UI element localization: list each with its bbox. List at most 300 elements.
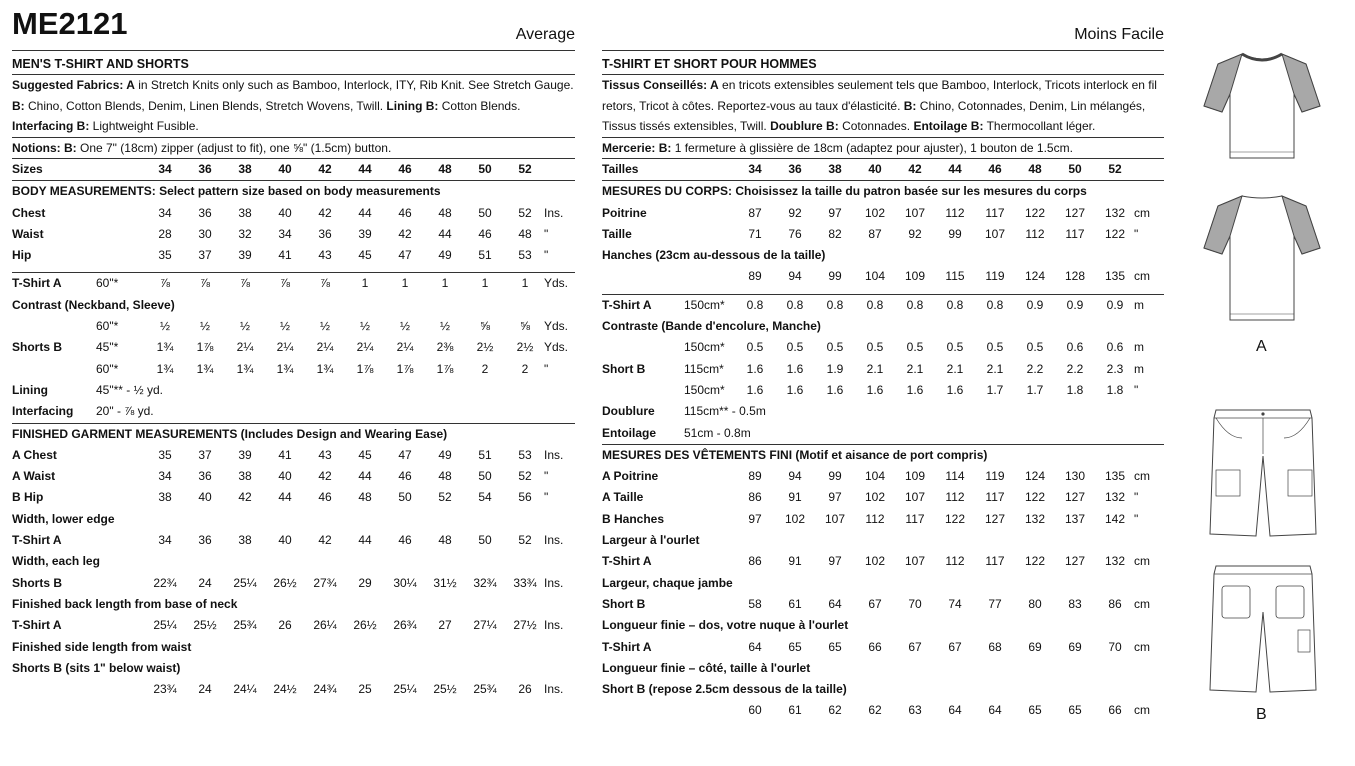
value-cell: 87 [748,205,762,220]
finished-measurements [12,445,575,701]
value-cell: 97 [828,554,842,569]
body-heading-fr: MESURES DU CORPS: Choisissez la taille du patron basée sur les mesures du corps [602,184,1087,199]
text-run: One 7" (18cm) zipper (adjust to fit), one ⅝" (1.5cm) button. [76,140,392,155]
value-cell: 68 [988,639,1002,654]
value-cell: 2 [481,361,489,376]
row-label: A Chest [12,447,57,462]
size-cell: 42 [908,162,922,176]
value-cell: 102 [864,554,886,569]
table-row [602,423,1164,444]
value-cell: 32¾ [473,575,497,590]
value-cell: 38 [158,490,172,505]
value-cell: 92 [788,205,802,220]
sizes-row-fr [602,159,1164,180]
row-label: Interfacing [12,404,74,419]
value-cell: 48 [438,533,452,548]
row-label: Largeur à l'ourlet [602,533,700,548]
difficulty-level: Average [515,26,575,43]
table-row [602,316,1164,337]
row-label: B Hip [12,490,44,505]
value-cell: 0.6 [1066,340,1084,355]
value-cell: 132 [1024,511,1046,526]
value-cell: 44 [358,469,372,484]
value-cell: 26 [278,618,292,633]
value-cell: 74 [948,596,962,611]
table-row [12,445,575,466]
value-cell: 117 [985,554,1005,569]
value-cell: 104 [864,469,886,484]
value-cell: 0.8 [986,297,1004,312]
size-cell: 52 [518,162,532,176]
value-cell: 22¾ [153,575,177,590]
bold-term: Doublure B: [770,119,839,133]
row-label: B Hanches [602,511,665,526]
value-cell: 2¼ [356,340,374,355]
value-cell: 0.9 [1066,297,1084,312]
bold-term: B: [903,98,917,113]
value-cell: 86 [748,554,762,569]
value-cell: 1¾ [316,361,334,376]
unit-label: Ins. [544,447,564,462]
shorts-front-illustration [1208,404,1318,539]
value-cell: 83 [1068,596,1082,611]
value-cell: 97 [828,490,842,505]
value-cell: 51 [478,447,492,462]
value-cell: 135 [1104,269,1126,284]
value-cell: 65 [1028,703,1042,718]
value-cell: 115 [945,269,965,284]
value-cell: 34 [158,469,172,484]
value-cell: 0.8 [746,297,764,312]
table-row [12,530,575,551]
table-row [12,224,575,245]
value-cell: 0.5 [946,340,964,355]
value-cell: 0.5 [986,340,1004,355]
value-cell: ½ [319,319,331,334]
tshirt-front-illustration [1202,50,1322,160]
value-cell: 122 [1024,205,1046,220]
value-cell: 38 [238,469,252,484]
value-cell: 1⅞ [396,361,414,376]
row-label: Shorts B [12,340,63,355]
value-cell: 58 [748,596,762,611]
value-cell: 1.8 [1066,382,1084,397]
value-cell: 52 [518,533,532,548]
value-cell: 2¼ [396,340,414,355]
value-cell: 1⅞ [196,340,214,355]
value-cell: 64 [988,703,1002,718]
row-label: A Poitrine [602,469,659,484]
value-cell: 127 [984,511,1006,526]
value-cell: 112 [945,205,965,220]
unit-label: " [1134,382,1139,397]
text-run: Cotton Blends. [438,98,521,113]
value-cell: 127 [1064,554,1086,569]
row-label: Waist [12,226,44,241]
table-row [602,295,1164,316]
value-cell: 2⅜ [436,340,454,355]
value-cell: ½ [199,319,211,334]
finished-heading-fr: MESURES DES VÊTEMENTS FINI (Motif et aisance de port compris) [602,447,988,462]
value-cell: 107 [904,205,926,220]
value-cell: 69 [1068,639,1082,654]
sizes-label: Sizes [12,162,43,176]
table-row [602,615,1164,636]
unit-label: m [1134,340,1144,355]
value-cell: 0.5 [906,340,924,355]
table-row [12,273,575,294]
value-cell: 130 [1064,469,1086,484]
value-cell: 42 [318,533,332,548]
value-cell: 2.1 [906,361,924,376]
row-label: Hip [12,248,32,263]
fabric-width: 45"* [96,340,119,355]
value-cell: 122 [1024,554,1046,569]
table-row [12,594,575,615]
value-cell: 44 [278,490,292,505]
value-cell: 35 [158,248,172,263]
value-cell: 64 [948,703,962,718]
value-cell: 25¼ [153,618,177,633]
table-row [602,266,1164,287]
value-cell: 127 [1064,205,1086,220]
value-cell: 2.1 [986,361,1004,376]
value-cell: 25 [358,682,372,697]
value-cell: 1⅞ [356,361,374,376]
table-row [602,700,1164,721]
value-cell: 2½ [476,340,494,355]
fabric-width: 150cm* [684,297,725,312]
unit-label: cm [1134,554,1150,569]
value-cell: 52 [518,205,532,220]
value-cell: 24 [198,682,212,697]
text-run: Thermocollant léger. [983,119,1096,133]
value-cell: 112 [945,554,965,569]
row-label: T-Shirt A [602,297,652,312]
value-cell: 37 [198,447,212,462]
table-row [602,658,1164,679]
value-cell: 70 [1108,639,1122,654]
value-cell: 0.8 [946,297,964,312]
value-cell: 44 [358,205,372,220]
sizes-row [12,159,575,180]
value-cell: 91 [788,490,802,505]
value-cell: 1.6 [826,382,844,397]
value-cell: 1.6 [866,382,884,397]
value-cell: 1.6 [786,382,804,397]
sizes-label: Tailles [602,162,639,176]
row-label: T-Shirt A [602,554,652,569]
value-cell: 102 [784,511,806,526]
value-cell: 1⅞ [436,361,454,376]
value-cell: 76 [788,226,802,241]
table-row [12,245,575,266]
bold-term: A [710,78,719,92]
table-row [602,466,1164,487]
value-cell: 0.5 [866,340,884,355]
table-row [602,573,1164,594]
row-label: T-Shirt A [12,618,62,633]
value-cell: 71 [748,226,762,241]
value-cell: 39 [358,226,372,241]
value-cell: 119 [985,269,1005,284]
value-cell: 63 [908,703,922,718]
pattern-code: ME2121 [12,6,128,41]
bold-term: Interfacing B: [12,119,90,133]
value-cell: 36 [198,533,212,548]
text-run: 1 fermeture à glissière de 18cm (adaptez pour ajuster), 1 bouton de 1.5cm. [671,140,1073,155]
unit-label: cm [1134,639,1150,654]
value-cell: ½ [159,319,171,334]
fabric-width: 150cm* [684,382,725,397]
value-cell: 46 [318,490,332,505]
value-cell: ⅞ [239,276,251,291]
row-label: Poitrine [602,205,647,220]
table-row [12,615,575,636]
row-label: Largeur, chaque jambe [602,575,733,590]
table-row [602,203,1164,224]
body-measurements-fr [602,203,1164,288]
value-cell: 127 [1064,490,1086,505]
value-cell: 112 [865,511,885,526]
value-cell: 67 [868,596,882,611]
value-cell: 26½ [273,575,297,590]
value-cell: 53 [518,248,532,263]
value-cell: 42 [318,205,332,220]
value-cell: 62 [868,703,882,718]
row-label: Lining [12,382,48,397]
unit-label: Yds. [544,319,569,334]
suggested-fabrics [12,75,575,137]
value-cell: 25¼ [233,575,257,590]
value-cell: 107 [824,511,846,526]
unit-label: Ins. [544,533,564,548]
row-label: Taille [602,226,632,241]
table-row [602,509,1164,530]
value-cell: 30 [198,226,212,241]
value-cell: 24¾ [313,682,337,697]
value-cell: 0.5 [786,340,804,355]
value-cell: 36 [318,226,332,241]
value-cell: 107 [984,226,1006,241]
unit-label: cm [1134,469,1150,484]
fabric-width: 150cm* [684,340,725,355]
bold-term: Lining B: [386,98,439,113]
row-label: Finished side length from waist [12,639,192,654]
unit-label: m [1134,361,1144,376]
bold-term: Entoilage B: [913,119,984,133]
value-cell: 122 [1104,226,1126,241]
value-cell: 49 [438,447,452,462]
value-cell: 50 [398,490,412,505]
value-cell: 32 [238,226,252,241]
bold-term: Notions: B: [12,140,77,155]
size-cell: 34 [158,162,172,176]
view-b-label: B [1256,706,1267,723]
unit-label: " [544,226,549,241]
value-cell: 1.7 [1026,382,1044,397]
text-run: Chino, Cotton Blends, Denim, Linen Blends, Stretch Wovens, Twill. [24,98,387,113]
table-row [12,380,575,401]
table-row [602,245,1164,266]
value-cell: 1.6 [946,382,964,397]
value-cell: 26¼ [313,618,337,633]
value-cell: 65 [1068,703,1082,718]
size-cell: 40 [278,162,292,176]
value-cell: 61 [788,596,802,611]
row-label: Contrast (Neckband, Sleeve) [12,297,175,312]
text-run: Chino, Cotonnades, Denim, Lin mélangés, Tissus tissés extensibles, Twill. [602,98,1146,133]
table-row [602,594,1164,615]
value-cell: 53 [518,447,532,462]
text-run: Cotonnades. [838,119,914,133]
value-cell: 1 [441,276,449,291]
value-cell: 67 [908,639,922,654]
fabric-width: 60"* [96,361,119,376]
row-label: T-Shirt A [12,533,62,548]
value-cell: 1.6 [746,361,764,376]
size-cell: 44 [358,162,372,176]
unit-label: cm [1134,205,1150,220]
value-cell: 94 [788,469,802,484]
value-cell: 1 [521,276,529,291]
value-cell: 48 [438,205,452,220]
size-cell: 44 [948,162,962,176]
size-cell: 50 [1068,162,1082,176]
value-cell: 46 [398,469,412,484]
value-cell: 2.2 [1066,361,1084,376]
value-cell: 77 [988,596,1002,611]
value-cell: 64 [828,596,842,611]
value-cell: 97 [828,205,842,220]
value-cell: 2.3 [1106,361,1124,376]
row-label: Hanches (23cm au-dessous de la taille) [602,248,826,263]
size-cell: 38 [238,162,252,176]
value-cell: 25½ [193,618,217,633]
table-row [12,316,575,337]
table-row [12,359,575,380]
value-cell: 49 [438,248,452,263]
value-cell: 117 [905,511,925,526]
value-cell: 52 [518,469,532,484]
value-cell: ⅝ [519,319,531,334]
unit-label: Yds. [544,340,569,355]
unit-label: " [544,469,549,484]
value-cell: 66 [868,639,882,654]
value-cell: 1.6 [786,361,804,376]
value-cell: 91 [788,554,802,569]
size-cell: 50 [478,162,492,176]
value-cell: 132 [1104,205,1126,220]
value-cell: 27¼ [473,618,497,633]
value-cell: 25½ [433,682,457,697]
value-cell: 61 [788,703,802,718]
row-label: Doublure [602,404,655,419]
header-fr [602,0,1164,50]
value-cell: 56 [518,490,532,505]
value-cell: 112 [1025,226,1045,241]
value-cell: 0.9 [1026,297,1044,312]
value-cell: 117 [985,205,1005,220]
value-cell: 50 [478,205,492,220]
value-cell: 0.9 [1106,297,1124,312]
text-run: in Stretch Knits only such as Bamboo, Interlock, ITY, Rib Knit. See Stretch Gauge. [134,78,574,92]
value-cell: 37 [198,248,212,263]
value-cell: ⅞ [159,276,171,291]
row-label: Chest [12,205,46,220]
table-row [602,487,1164,508]
fabric-width: 60"* [96,276,119,291]
value-cell: 35 [158,447,172,462]
value-cell: 52 [438,490,452,505]
value-cell: 48 [358,490,372,505]
value-cell: 2.2 [1026,361,1044,376]
row-label: Width, each leg [12,554,100,569]
value-cell: 122 [944,511,966,526]
value-cell: 135 [1104,469,1126,484]
table-row [12,487,575,508]
row-label: A Waist [12,469,56,484]
unit-label: Yds. [544,276,569,291]
value-cell: 1.9 [826,361,844,376]
value-cell: 31½ [433,575,457,590]
value-cell: 43 [318,447,332,462]
value-cell: 28 [158,226,172,241]
unit-label: cm [1134,596,1150,611]
value-cell: 24½ [273,682,297,697]
size-cell: 36 [198,162,212,176]
row-label: Short B (repose 2.5cm dessous de la taille) [602,682,847,697]
value-cell: 0.8 [826,297,844,312]
value-cell: 1¾ [156,361,174,376]
table-row [12,337,575,358]
unit-label: Ins. [544,618,564,633]
bold-term: B: [12,98,25,113]
table-row [602,530,1164,551]
table-row [12,551,575,572]
value-cell: 128 [1064,269,1086,284]
value-cell: 1.6 [746,382,764,397]
value-cell: 0.5 [826,340,844,355]
size-cell: 48 [438,162,452,176]
fabric-width: 20" - ⅞ yd. [96,404,154,419]
value-cell: 23¾ [153,682,177,697]
value-cell: 1 [481,276,489,291]
value-cell: 39 [238,447,252,462]
value-cell: 34 [158,533,172,548]
finished-heading: FINISHED GARMENT MEASUREMENTS (Includes Design and Wearing Ease) [12,426,448,441]
text-run: en tricots extensibles seulement tels que Bamboo, Interlock, Tricots interlock en fil retors, Tricot à côtes. Reportez-vous au taux d'élasticité. [602,78,1157,113]
value-cell: 1.7 [986,382,1004,397]
table-row [12,295,575,316]
yardage-table-fr [602,295,1164,444]
value-cell: 42 [238,490,252,505]
body-measurements [12,203,575,267]
value-cell: 50 [478,469,492,484]
table-row [602,337,1164,358]
value-cell: 87 [868,226,882,241]
table-row [602,679,1164,700]
value-cell: 82 [828,226,842,241]
value-cell: ½ [359,319,371,334]
value-cell: 45 [358,248,372,263]
size-cell: 46 [398,162,412,176]
row-label: Longueur finie – côté, taille à l'ourlet [602,660,811,675]
value-cell: 48 [438,469,452,484]
size-cell: 48 [1028,162,1042,176]
bold-term: A [126,78,135,92]
table-row [602,637,1164,658]
